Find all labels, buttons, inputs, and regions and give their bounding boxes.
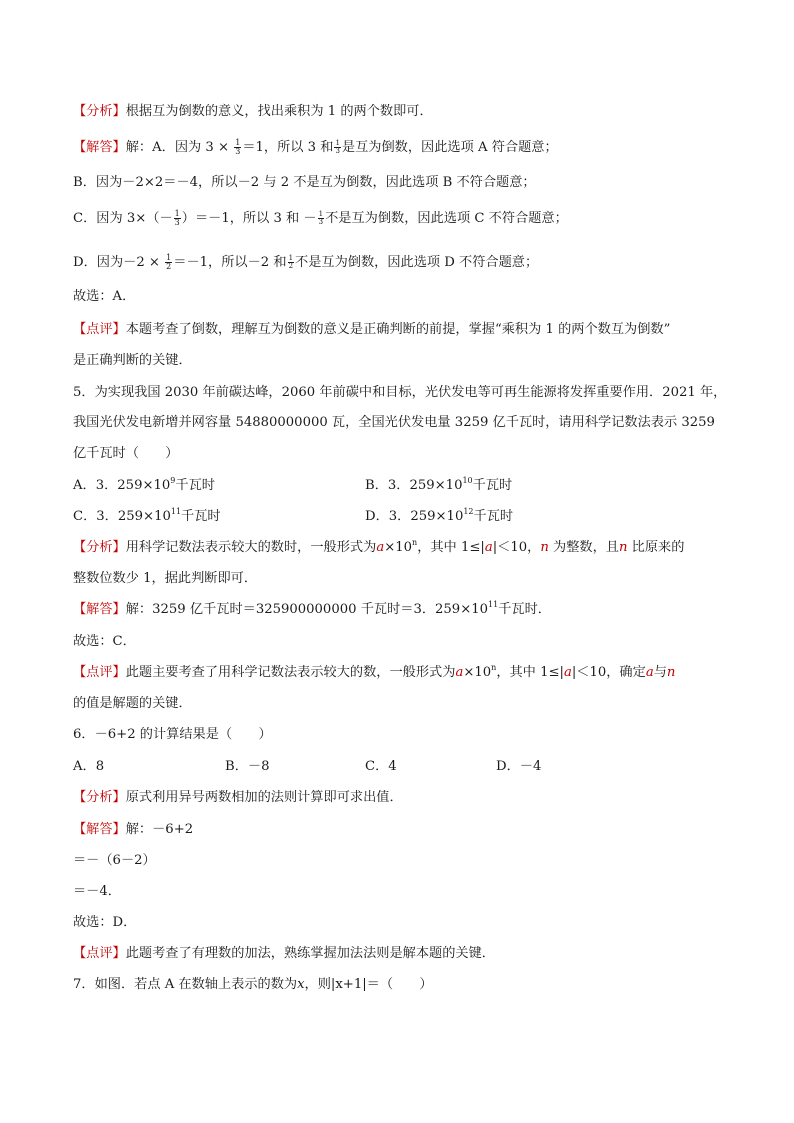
answer-tag: 【解答】 — [73, 140, 126, 155]
fraction: $\frac{1}{3}$ — [318, 210, 324, 226]
q4-analysis: 【分析】根据互为倒数的意义，找出乘积为 1 的两个数即可． — [73, 104, 433, 119]
fraction: $\frac{1}{2}$ — [166, 253, 172, 271]
comment-tag: 【点评】 — [73, 322, 126, 337]
q6-option-a: A．8 — [73, 759, 105, 774]
q5-stem-line2: 我国光伏发电新增并网容量 54880000000 瓦，全国光伏发电量 3259 亿千瓦时，请用科学记数法表示 3259 — [73, 415, 715, 430]
q5-option-d: D．3．$259\times 10^{12}$千瓦时 — [365, 507, 514, 524]
q5-stem-line3: 亿千瓦时（ ） — [73, 446, 179, 461]
q4-answer-a: 【解答】解：A．因为 3 × $\frac{1}{3}$ ＝1，所以 3 和 $\frac{1}{3}$ 是互为倒数，因此选项 A 符合题意； — [73, 138, 558, 156]
q6-answer: 【解答】解：－6+2 — [73, 822, 194, 837]
q4-answer-c: C．因为 3×（－ $\frac{1}{3}$ ）＝－1，所以 3 和 － $\frac{1}{3}$ 不是互为倒数，因此选项 C 不符合题意； — [73, 209, 568, 227]
q7-stem: 7．如图．若点 A 在数轴上表示的数为x，则|x+1|＝（ ） — [73, 977, 433, 992]
q4-comment-line2: 是正确判断的关键． — [73, 353, 192, 368]
q5-comment-line2: 的值是解题的关键． — [73, 696, 192, 711]
fraction: $\frac{1}{3}$ — [235, 138, 241, 156]
q6-choice: 故选：D． — [73, 915, 137, 930]
q5-answer: 【解答】解：3259 亿千瓦时＝325900000000 千瓦时＝3．$259\times 10^{11}$千瓦时． — [73, 600, 551, 617]
q4-answer-d: D．因为－2 × $\frac{1}{2}$ ＝－1，所以－2 和 $\frac{1}{2}$ 不是互为倒数，因此选项 D 不符合题意； — [73, 253, 539, 271]
q6-step2: ＝－4． — [73, 884, 121, 899]
q5-analysis: 【分析】用科学记数法表示较大的数时，一般形式为$a\times 10^n$，其中 1≤|a|＜10，n 为整数，且n 比原来的 — [73, 538, 685, 555]
fraction: $\frac{1}{3}$ — [174, 209, 180, 227]
q4-answer-b: B．因为－2×2＝－4，所以－2 与 2 不是互为倒数，因此选项 B 不符合题意； — [73, 175, 536, 190]
q6-option-c: C．4 — [365, 759, 397, 774]
q5-option-c: C．3．$259\times 10^{11}$千瓦时 — [73, 507, 221, 524]
fraction: $\frac{1}{3}$ — [335, 139, 340, 155]
q5-option-b: B．3．$259\times 10^{10}$千瓦时 — [365, 476, 513, 493]
q4-choice: 故选：A． — [73, 289, 136, 304]
q5-choice: 故选：C． — [73, 634, 136, 649]
q6-option-b: B．－8 — [225, 759, 270, 774]
q4-comment: 【点评】本题考查了倒数，理解互为倒数的意义是正确判断的前提，掌握“乘积为 1 的两个数互为倒数” — [73, 322, 671, 337]
q5-option-a: A．3．$259\times 10^9$千瓦时 — [73, 476, 215, 493]
q5-analysis-line2: 整数位数少 1，据此判断即可． — [73, 571, 258, 586]
q5-comment: 【点评】此题主要考查了用科学记数法表示较大的数，一般形式为$a\times 10^n$，其中 1≤|a|＜10，确定a与n — [73, 663, 676, 680]
q6-comment: 【点评】此题考查了有理数的加法，熟练掌握加法法则是解本题的关键． — [73, 946, 495, 961]
q6-stem: 6．－6+2 的计算结果是（ ） — [73, 727, 272, 742]
q6-option-d: D．－4 — [496, 759, 542, 774]
q5-stem-line1: 5．为实现我国 2030 年前碳达峰，2060 年前碳中和目标，光伏发电等可再生能源将发挥重要作用．2021 年， — [73, 385, 727, 400]
q6-step1: ＝－（6－2） — [73, 853, 156, 868]
q6-analysis: 【分析】原式利用异号两数相加的法则计算即可求出值． — [73, 790, 403, 805]
fraction: $\frac{1}{2}$ — [288, 254, 294, 270]
analysis-tag: 【分析】 — [73, 104, 126, 119]
